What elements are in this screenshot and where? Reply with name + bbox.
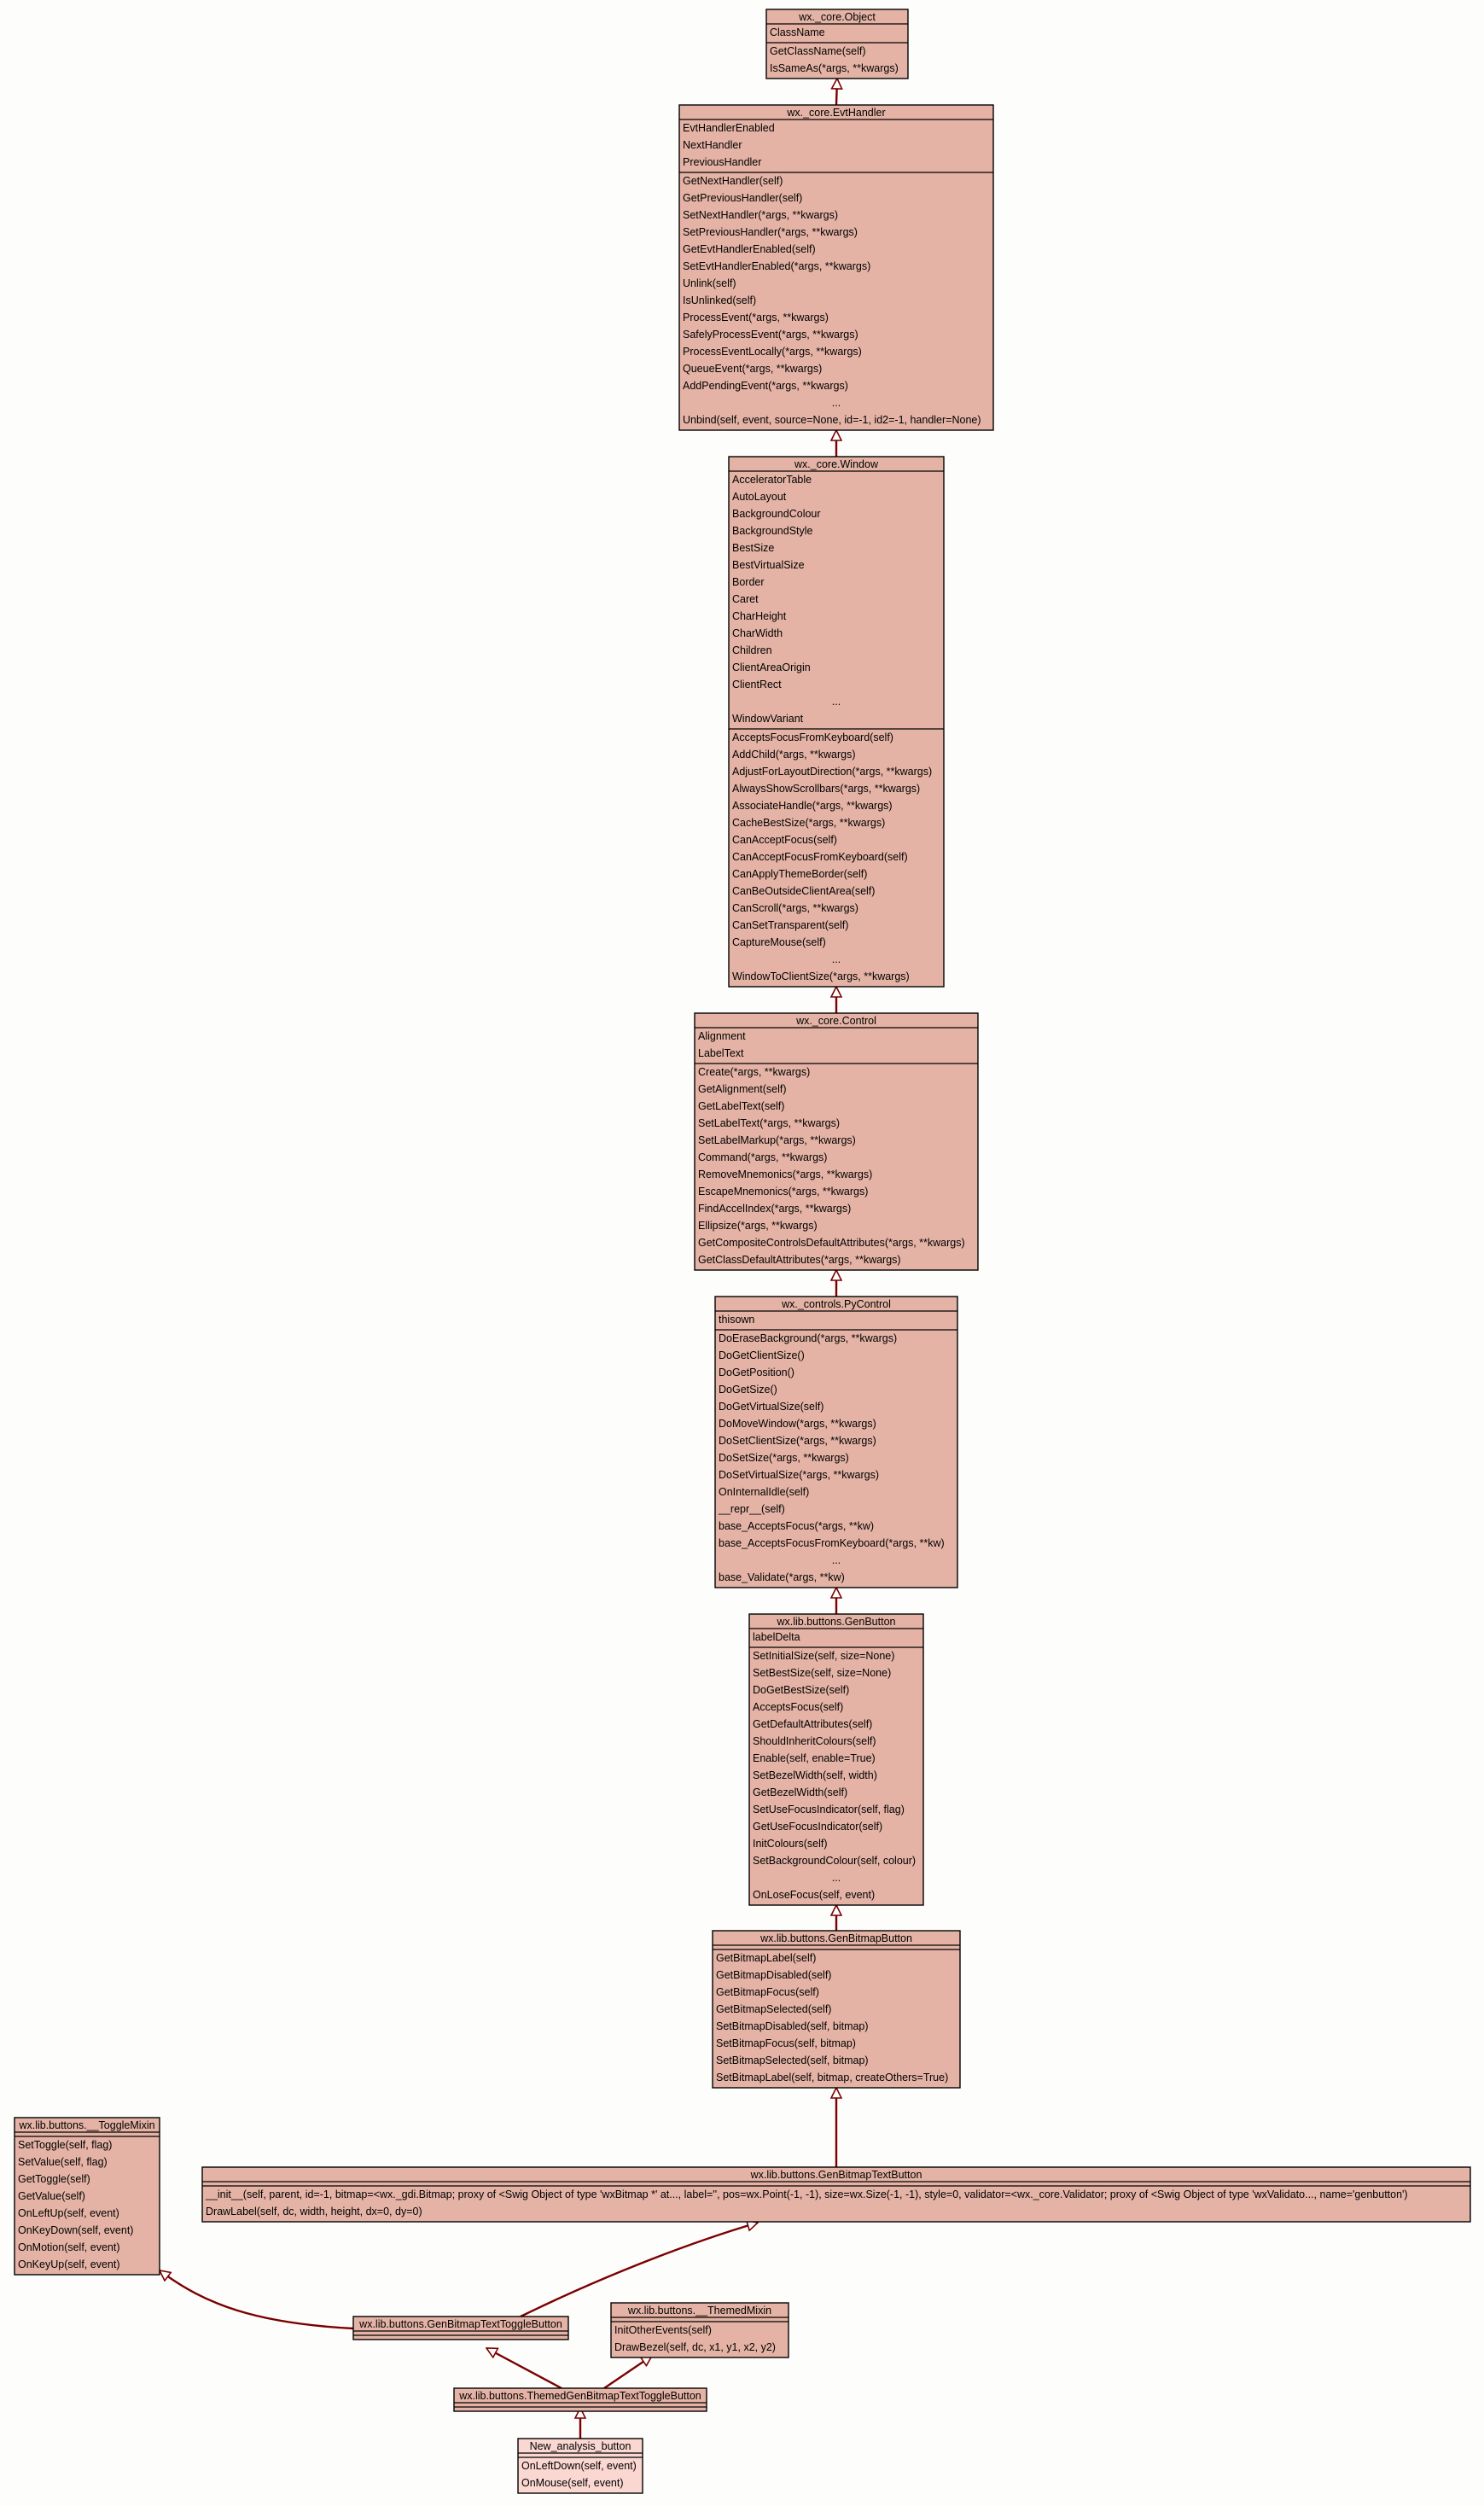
- class-box-themedgenbitmaptexttogglebutton: [454, 2388, 707, 2411]
- class-method: DrawBezel(self, dc, x1, y1, x2, y2): [614, 2341, 776, 2353]
- class-method: GetBitmapDisabled(self): [716, 1969, 832, 1981]
- class-method: DoGetVirtualSize(self): [719, 1401, 824, 1413]
- class-method: SetBezelWidth(self, width): [753, 1769, 877, 1781]
- class-method: GetPreviousHandler(self): [683, 192, 803, 204]
- class-method: AcceptsFocusFromKeyboard(self): [732, 731, 893, 743]
- class-attribute: ClientRect: [732, 679, 782, 691]
- class-attribute: AcceleratorTable: [732, 474, 812, 486]
- class-method: Unlink(self): [683, 277, 736, 289]
- class-attribute: CharWidth: [732, 627, 783, 639]
- class-attribute: Border: [732, 576, 765, 588]
- class-method: SetEvtHandlerEnabled(*args, **kwargs): [683, 260, 871, 272]
- class-method: Create(*args, **kwargs): [698, 1066, 811, 1078]
- class-method: GetEvtHandlerEnabled(self): [683, 243, 816, 255]
- class-method: GetAlignment(self): [698, 1083, 787, 1095]
- class-method: InitOtherEvents(self): [614, 2324, 712, 2336]
- class-method: CaptureMouse(self): [732, 936, 826, 948]
- class-method: AddPendingEvent(*args, **kwargs): [683, 380, 848, 392]
- class-method: AddChild(*args, **kwargs): [732, 749, 856, 761]
- class-method: RemoveMnemonics(*args, **kwargs): [698, 1168, 873, 1180]
- class-attribute: Caret: [732, 593, 759, 605]
- class-method: SetInitialSize(self, size=None): [753, 1650, 895, 1662]
- class-title: wx._controls.PyControl: [782, 1298, 891, 1310]
- class-method: GetBitmapSelected(self): [716, 2003, 832, 2015]
- class-method: IsUnlinked(self): [683, 294, 757, 306]
- inheritance-edge-themedgenbitmaptexttogglebutton-to-genbitmaptexttogglebutton: [486, 2348, 562, 2388]
- class-method: GetToggle(self): [18, 2173, 90, 2185]
- class-method: GetDefaultAttributes(self): [753, 1718, 873, 1730]
- class-method: SetBitmapFocus(self, bitmap): [716, 2037, 856, 2049]
- class-method: CanSetTransparent(self): [732, 919, 849, 931]
- class-attribute: BackgroundColour: [732, 508, 821, 520]
- class-method: CanScroll(*args, **kwargs): [732, 902, 858, 914]
- class-method: base_Validate(*args, **kw): [719, 1571, 845, 1583]
- class-attribute: CharHeight: [732, 610, 787, 622]
- class-method: __init__(self, parent, id=-1, bitmap=<wx._gdi.Bitmap; proxy of <Swig Object of type 'wxBitmap *' at..., label='', pos=wx.Point(-1, -1), size=wx.Size(-1, -1), style=0, validator=<wx._core.Validator; proxy of <Swig Object of type 'wxValidato..., name='genbutton'): [206, 2188, 1408, 2200]
- class-method: AdjustForLayoutDirection(*args, **kwargs): [732, 766, 933, 778]
- method-ellipsis: ...: [831, 953, 841, 965]
- class-title: wx.lib.buttons.GenBitmapTextButton: [750, 2169, 922, 2181]
- class-attribute: NextHandler: [683, 139, 742, 151]
- class-box-new_analysis_button: [518, 2439, 643, 2493]
- class-title: wx.lib.buttons.__ToggleMixin: [19, 2119, 155, 2131]
- inheritance-edge-evthandler-to-object: [836, 79, 837, 105]
- class-attribute: PreviousHandler: [683, 156, 762, 168]
- class-box-genbitmapbutton: [713, 1931, 960, 2088]
- class-attribute: thisown: [719, 1314, 755, 1326]
- class-box-genbitmaptexttogglebutton: [353, 2317, 568, 2340]
- class-method: SetUseFocusIndicator(self, flag): [753, 1804, 905, 1815]
- class-method: GetLabelText(self): [698, 1100, 785, 1112]
- class-method: QueueEvent(*args, **kwargs): [683, 363, 823, 375]
- class-method: AssociateHandle(*args, **kwargs): [732, 800, 893, 812]
- class-box-themedmixin: [611, 2303, 789, 2357]
- method-ellipsis: ...: [831, 1872, 841, 1884]
- class-method: GetClassDefaultAttributes(*args, **kwargs): [698, 1254, 901, 1266]
- inheritance-edge-themedgenbitmaptexttogglebutton-to-themedmixin: [604, 2356, 652, 2388]
- class-method: SetNextHandler(*args, **kwargs): [683, 209, 839, 221]
- class-method: GetNextHandler(self): [683, 175, 783, 187]
- class-method: SafelyProcessEvent(*args, **kwargs): [683, 329, 858, 341]
- class-method: OnKeyUp(self, event): [18, 2258, 120, 2270]
- class-method: OnLeftDown(self, event): [521, 2460, 637, 2472]
- class-attribute: AutoLayout: [732, 491, 787, 503]
- method-ellipsis: ...: [831, 1554, 841, 1566]
- class-box-evthandler: [679, 105, 993, 430]
- class-method: OnLoseFocus(self, event): [753, 1889, 876, 1901]
- class-attribute: WindowVariant: [732, 713, 804, 725]
- class-method: GetBitmapFocus(self): [716, 1986, 819, 1998]
- class-box-pycontrol: [715, 1297, 957, 1588]
- class-method: DoSetClientSize(*args, **kwargs): [719, 1435, 876, 1447]
- class-attribute: BackgroundStyle: [732, 525, 813, 537]
- class-method: CanApplyThemeBorder(self): [732, 868, 868, 880]
- class-title: New_analysis_button: [529, 2440, 631, 2452]
- class-attribute: Alignment: [698, 1030, 746, 1042]
- class-title: wx.lib.buttons.__ThemedMixin: [627, 2305, 772, 2317]
- class-method: FindAccelIndex(*args, **kwargs): [698, 1203, 852, 1215]
- class-title: wx._core.Window: [794, 458, 878, 470]
- class-method: SetLabelMarkup(*args, **kwargs): [698, 1134, 856, 1146]
- class-method: WindowToClientSize(*args, **kwargs): [732, 970, 910, 982]
- class-method: SetBestSize(self, size=None): [753, 1667, 892, 1679]
- class-method: ProcessEventLocally(*args, **kwargs): [683, 346, 862, 358]
- class-method: GetBitmapLabel(self): [716, 1952, 817, 1964]
- class-method: DoSetSize(*args, **kwargs): [719, 1452, 849, 1464]
- class-method: DoEraseBackground(*args, **kwargs): [719, 1332, 898, 1344]
- class-box-togglemixin: [15, 2118, 160, 2275]
- class-box-genbutton: [749, 1614, 923, 1905]
- class-method: base_AcceptsFocusFromKeyboard(*args, **kw): [719, 1537, 945, 1549]
- class-method: Unbind(self, event, source=None, id=-1, id2=-1, handler=None): [683, 414, 981, 426]
- class-method: GetBezelWidth(self): [753, 1786, 848, 1798]
- class-method: DoGetSize(): [719, 1384, 777, 1396]
- class-method: SetBitmapSelected(self, bitmap): [716, 2054, 869, 2066]
- class-method: SetBitmapDisabled(self, bitmap): [716, 2020, 869, 2032]
- class-attribute: BestVirtualSize: [732, 559, 805, 571]
- class-method: CacheBestSize(*args, **kwargs): [732, 817, 886, 829]
- class-attribute: ClientAreaOrigin: [732, 661, 811, 673]
- class-box-window: [729, 457, 944, 987]
- class-title: wx.lib.buttons.GenBitmapTextToggleButton: [359, 2318, 562, 2330]
- class-method: DoSetVirtualSize(*args, **kwargs): [719, 1469, 880, 1481]
- class-title: wx.lib.buttons.GenBitmapButton: [760, 1932, 912, 1944]
- class-method: Command(*args, **kwargs): [698, 1151, 828, 1163]
- class-method: Ellipsize(*args, **kwargs): [698, 1220, 818, 1232]
- class-method: AlwaysShowScrollbars(*args, **kwargs): [732, 783, 921, 795]
- class-method: __repr__(self): [719, 1503, 785, 1515]
- class-method: OnLeftUp(self, event): [18, 2207, 119, 2219]
- class-method: DrawLabel(self, dc, width, height, dx=0, dy=0): [206, 2206, 422, 2218]
- class-nodes: [15, 9, 1470, 2493]
- class-title: wx._core.Object: [799, 11, 876, 23]
- attribute-ellipsis: ...: [831, 696, 841, 708]
- class-box-genbitmaptextbutton: [202, 2167, 1470, 2222]
- class-method: CanBeOutsideClientArea(self): [732, 885, 876, 897]
- class-title: wx._core.Control: [796, 1015, 876, 1027]
- class-method: DoGetBestSize(self): [753, 1684, 850, 1696]
- class-method: IsSameAs(*args, **kwargs): [770, 62, 899, 74]
- class-method: SetPreviousHandler(*args, **kwargs): [683, 226, 858, 238]
- class-method: SetBackgroundColour(self, colour): [753, 1855, 917, 1867]
- class-method: GetCompositeControlsDefaultAttributes(*args, **kwargs): [698, 1237, 965, 1249]
- class-method: DoMoveWindow(*args, **kwargs): [719, 1418, 876, 1430]
- class-method: AcceptsFocus(self): [753, 1701, 844, 1713]
- class-attribute: Children: [732, 644, 772, 656]
- class-method: base_AcceptsFocus(*args, **kw): [719, 1520, 875, 1532]
- class-attribute: LabelText: [698, 1047, 744, 1059]
- class-method: DoGetPosition(): [719, 1367, 794, 1378]
- class-method: EscapeMnemonics(*args, **kwargs): [698, 1186, 869, 1198]
- class-title: wx.lib.buttons.ThemedGenBitmapTextToggleButton: [459, 2390, 701, 2402]
- class-method: OnMotion(self, event): [18, 2241, 120, 2253]
- class-method: ProcessEvent(*args, **kwargs): [683, 312, 829, 323]
- class-method: Enable(self, enable=True): [753, 1752, 876, 1764]
- class-method: SetLabelText(*args, **kwargs): [698, 1117, 841, 1129]
- class-attribute: ClassName: [770, 26, 825, 38]
- method-ellipsis: ...: [831, 397, 841, 409]
- class-method: ShouldInheritColours(self): [753, 1735, 876, 1747]
- class-method: SetBitmapLabel(self, bitmap, createOthers=True): [716, 2072, 949, 2083]
- class-attribute: BestSize: [732, 542, 775, 554]
- class-method: GetValue(self): [18, 2190, 85, 2202]
- class-method: SetValue(self, flag): [18, 2156, 108, 2168]
- inheritance-edge-genbitmaptexttogglebutton-to-togglemixin: [160, 2270, 353, 2328]
- class-method: InitColours(self): [753, 1838, 828, 1850]
- class-method: GetClassName(self): [770, 45, 866, 57]
- class-box-object: [766, 9, 908, 79]
- class-attribute: EvtHandlerEnabled: [683, 122, 775, 134]
- class-attribute: labelDelta: [753, 1631, 800, 1643]
- class-title: wx._core.EvtHandler: [787, 107, 886, 119]
- class-method: CanAcceptFocus(self): [732, 834, 837, 846]
- class-method: OnInternalIdle(self): [719, 1486, 810, 1498]
- class-title: wx.lib.buttons.GenButton: [777, 1616, 896, 1628]
- class-box-control: [695, 1013, 978, 1270]
- class-method: OnKeyDown(self, event): [18, 2224, 134, 2236]
- class-method: DoGetClientSize(): [719, 1349, 805, 1361]
- class-method: SetToggle(self, flag): [18, 2139, 113, 2151]
- class-method: CanAcceptFocusFromKeyboard(self): [732, 851, 908, 863]
- class-method: GetUseFocusIndicator(self): [753, 1821, 883, 1833]
- class-method: OnMouse(self, event): [521, 2477, 624, 2489]
